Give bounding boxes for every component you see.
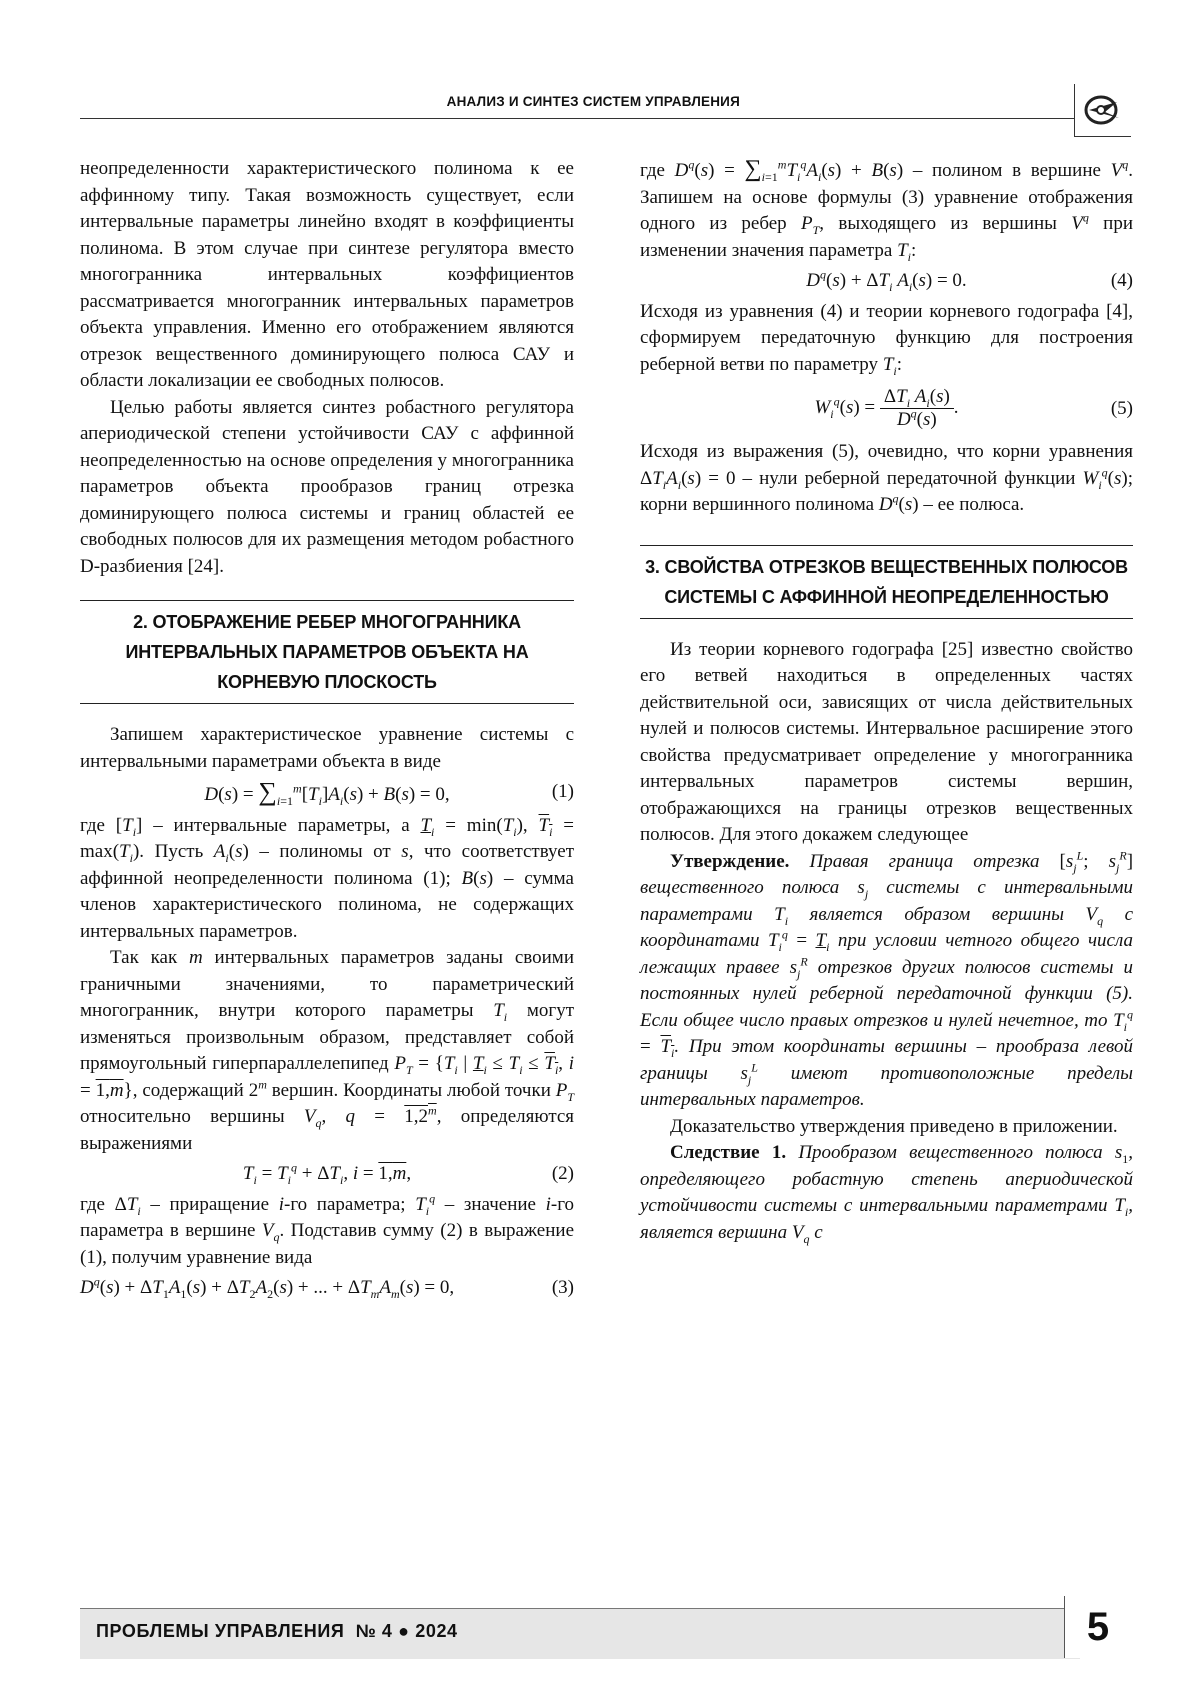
right-paragraph-2: Исходя из уравнения (4) и теории корневого годографа [4], сформируем передаточную функцию для построения реберной ветви по параметру $T_i$: bbox=[640, 300, 1133, 378]
left-paragraph-1: неопределенности характеристического полинома к ее аффинному типу. Такая возможность существует, если интервальные параметры линейно входят в коэффициенты полинома. В этом случае при синтезе регулятора вместо многогранника интервальных коэффициентов рассматривается многогранник интервальных параметров объекта управления. Именно его отображением являются отрезок вещественного доминирующего полюса САУ и области локализации ее свободных полюсов. bbox=[80, 158, 574, 391]
equation-3: $D^q(s) + \Delta T_1A_1(s) + \Delta T_2A_2(s)$ + ... + $\Delta T_mA_m(s) = 0$, (3) bbox=[80, 1274, 574, 1301]
left-paragraph-3: Запишем характеристическое уравнение системы с интервальными параметрами объекта в виде bbox=[80, 724, 574, 772]
equation-1-number: (1) bbox=[551, 781, 574, 802]
journal-logo bbox=[1074, 84, 1131, 137]
equation-2-number: (2) bbox=[551, 1163, 574, 1184]
running-header: АНАЛИЗ И СИНТЕЗ СИСТЕМ УПРАВЛЕНИЯ bbox=[446, 94, 740, 109]
header-rule bbox=[80, 118, 1074, 119]
left-paragraph-5: Так как m интервальных параметров заданы своими граничными значениями, то параметрический многогранник, внутри которого параметры $T_i$ могут изменяться произвольным образом, представляет собой прямоугольный гиперпараллелепипед $P_T = \{T_i$ | $T_i \le T_i \le T_i$, i = 1,m}, содержащий 2$^m$ вершин. Координаты любой точки $P_T$ относительно вершины $V_q$, $q = 1,2^m$, определяются выражениями bbox=[80, 947, 575, 1154]
equation-3-number: (3) bbox=[551, 1277, 574, 1298]
journal-footer: ПРОБЛЕМЫ УПРАВЛЕНИЯ № 4 ● 2024 bbox=[96, 1621, 458, 1641]
equation-5-number: (5) bbox=[1110, 398, 1133, 419]
right-paragraph-3: Исходя из выражения (5), очевидно, что корни уравнения $\Delta T_iA_i(s) = 0$ – нули реберной передаточной функции $W_i^q(s)$; корни вершинного полинома $D^q(s)$ – ее полюса. bbox=[640, 441, 1134, 515]
left-paragraph-6: где $\Delta T_i$ – приращение i-го параметра; $T_i^q$ – значение i-го параметра в вершине $V_q$. Подставив сумму (2) в выражение (1), получим уравнение вида bbox=[80, 1191, 575, 1268]
equation-1: $D(s) = \sum_{i=1}^m[T_i]A_i(s) + B(s) = 0$, (1) bbox=[204, 777, 574, 808]
left-paragraph-4: где $[T_i]$ – интервальные параметры, а $T_i = \min(T_i)$, $T_i = \max(T_i)$. Пусть $A_i(s)$ – полиномы от s, что соответствует аффинной неопределенности полинома (1); B(s) – сумма членов характеристического полинома, не содержащих интервальных параметров. bbox=[80, 814, 575, 942]
logo-icon bbox=[1083, 92, 1123, 128]
equation-4-number: (4) bbox=[1110, 270, 1133, 291]
statement-paragraph: Утверждение. Правая граница отрезка [$s_j^L$; $s_j^R$] вещественного полюса $s_j$ системы с интервальными параметрами $T_i$ является образом вершины $V_q$ с координатами $T_i^q = T_i$ при условии четного общего числа лежащих правее $s_j^R$ отрезков других полюсов системы и постоянных нулей реберной передаточной функции (5). Если общее число правых отрезков и нулей нечетное, то $T_i^q = T_i$. При этом координаты вершины – прообраза левой границы $s_j^L$ имеют противоположные пределы интервальных параметров. bbox=[640, 848, 1134, 1110]
corollary-paragraph: Следствие 1. Прообразом вещественного полюса $s_1$, определяющего робастную степень апериодической устойчивости системы с интервальными параметрами $T_i$, является вершина $V_q$ с bbox=[640, 1142, 1134, 1246]
page-number: 5 bbox=[1086, 1605, 1110, 1649]
equation-4: $D^q(s) + \Delta T_i$ $A_i(s) = 0$. (4) bbox=[806, 267, 1133, 294]
right-paragraph-5: Доказательство утверждения приведено в приложении. bbox=[670, 1115, 1118, 1137]
right-paragraph-1: где $D^q(s) = \sum_{i=1}^mT_i^qA_i(s) + B(s)$ – полином в вершине $V^q$. Запишем на основе формулы (3) уравнение отображения одного из ребер $P_T$, выходящего из вершины $V^q$ при изменении значения параметра $T_i$: bbox=[640, 156, 1133, 264]
right-column bbox=[640, 156, 1133, 1246]
left-column bbox=[80, 156, 574, 1306]
equation-2: $T_i = T_i^q + \Delta T_i$, i = 1,m, (2) bbox=[242, 1160, 574, 1187]
section-2-heading: 2. ОТОБРАЖЕНИЕ РЕБЕР МНОГОГРАННИКА ИНТЕРВАЛЬНЫХ ПАРАМЕТРОВ ОБЪЕКТА НА КОРНЕВУЮ ПЛОСКОСТЬ bbox=[80, 600, 574, 704]
equation-5: $W_i^q(s)$ = $\Delta T_i$ $A_i(s)$ $D^q(s)$ . (5) bbox=[814, 386, 1133, 430]
left-paragraph-2: Целью работы является синтез робастного регулятора апериодической степени устойчивости САУ с аффинной неопределенностью на основе определения у многогранника параметров объекта прообразов границ отрезка доминирующего полюса системы и границ областей ее свободных полюсов для их размещения методом робастного D-разбиения [24]. bbox=[80, 396, 574, 577]
right-paragraph-4: Из теории корневого годографа [25] известно свойство его ветвей находиться в определенных частях действительной оси, зависящих от числа действительных нулей и полюсов системы. Интервальное расширение этого свойства предусматривает определение у многогранника интервальных параметров системы вершин, отображающихся на границы отрезков вещественных полюсов. Для этого докажем следующее bbox=[640, 638, 1133, 845]
section-3-heading: 3. СВОЙСТВА ОТРЕЗКОВ ВЕЩЕСТВЕННЫХ ПОЛЮСОВ СИСТЕМЫ С АФФИННОЙ НЕОПРЕДЕЛЕННОСТЬЮ bbox=[640, 545, 1133, 619]
